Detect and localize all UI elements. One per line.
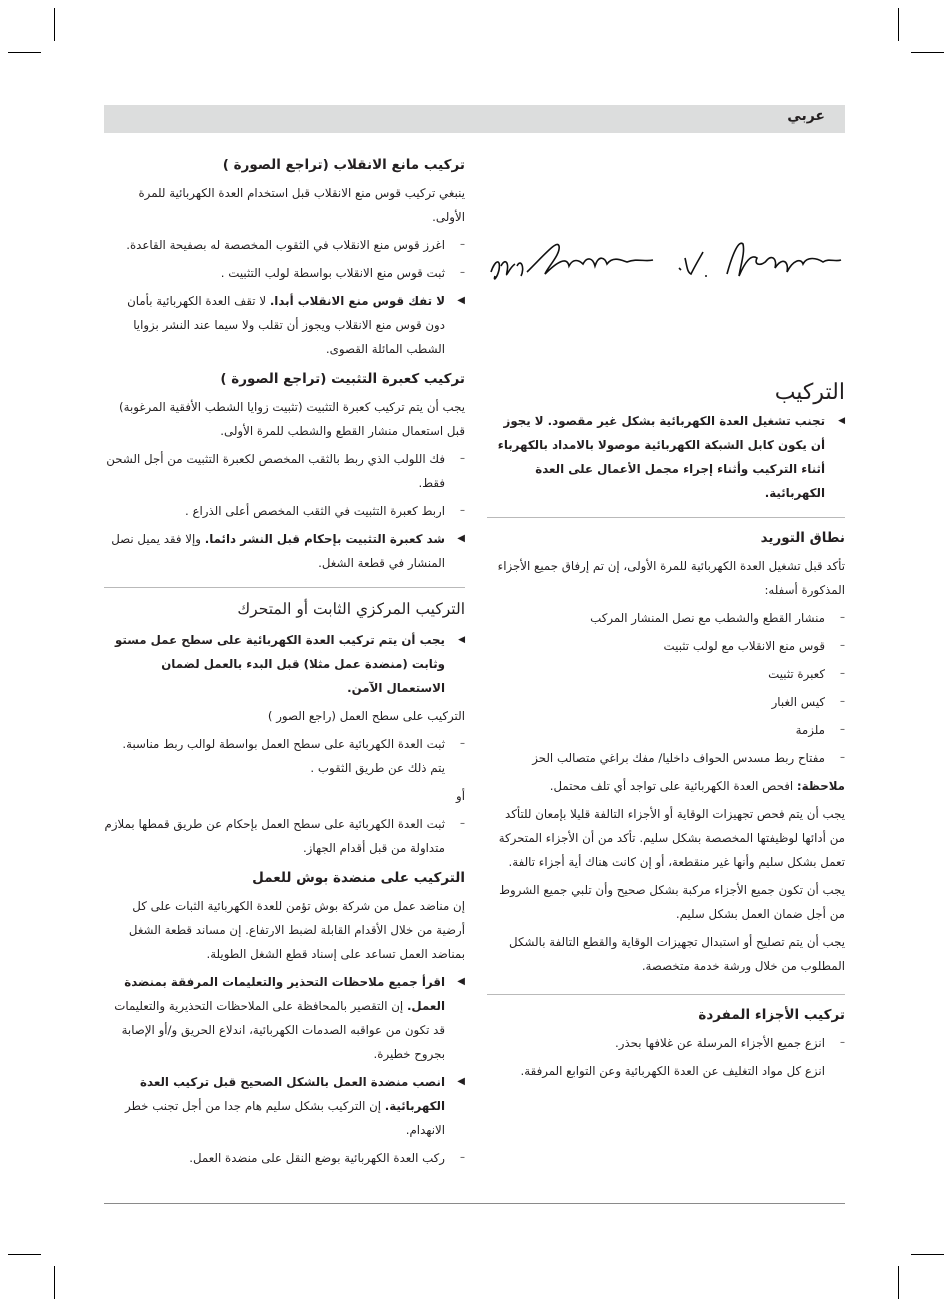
paragraph: يجب أن يتم تصليح أو استبدال تجهيزات الوقاية والقطع التالفة بالشكل المطلوب من خلال ورشة خدمة متخصصة.	[509, 935, 845, 973]
crop-mark	[898, 1266, 899, 1299]
crop-mark	[8, 52, 41, 53]
paragraph: يجب أن يتم تركيب كعبرة التثبيت (تثبيت زوايا الشطب الأفقية المرغوبة) قبل استعمال منشار القطع والشطب للمرة الأولى.	[119, 400, 465, 438]
divider	[487, 994, 845, 995]
section-title-single-parts: تركيب الأجزاء المفردة	[698, 1007, 845, 1023]
crop-mark	[911, 52, 944, 53]
warning-triangle-icon: ◀	[458, 635, 465, 645]
dash-bullet: –	[460, 239, 465, 250]
list-item: – ركب العدة الكهربائية بوضع النقل على منضدة العمل.	[104, 1146, 465, 1170]
dash-bullet: –	[460, 818, 465, 829]
list-item: – ثبت قوس منع الانقلاب بواسطة لولب التثبيت .	[104, 261, 465, 285]
warning-item: ◀ انصب منضدة العمل بالشكل الصحيح قبل تركيب العدة الكهربائية. إن التركيب بشكل سليم هام جدا من أجل تجنب خطر الانهدام.	[104, 1070, 465, 1142]
list-item: – اربط كعبرة التثبيت في الثقب المخصص أعلى الذراع .	[104, 499, 465, 523]
warning-item: ◀ لا تفك قوس منع الانقلاب أبدا. لا تقف العدة الكهربائية بأمان دون قوس منع الانقلاب ويجوز أن تقلب ولا سيما عند النشر بزوايا الشطب المائلة القصوى.	[104, 289, 465, 361]
list-item: – قوس منع الانقلاب مع لولب تثبيت	[487, 634, 845, 658]
paragraph: تأكد قبل تشغيل العدة الكهربائية للمرة الأولى، إن تم إرفاق جميع الأجزاء المذكورة أسفله:	[497, 559, 845, 597]
section-title-mounting: التركيب المركزي الثابت أو المتحرك	[237, 600, 465, 618]
warning-triangle-icon: ◀	[457, 533, 465, 544]
dash-bullet: –	[460, 453, 465, 464]
dash-bullet: –	[840, 724, 845, 735]
list-item: – فك اللولب الذي ربط بالثقب المخصص لكعبرة التثبيت من أجل الشحن فقط.	[104, 447, 465, 495]
list-item: – ثبت العدة الكهربائية على سطح العمل بإحكام عن طريق قمطها بملازم متداولة من قبل أقدام الجهاز.	[104, 812, 465, 860]
dash-bullet: –	[460, 1152, 465, 1163]
list-item: – انزع جميع الأجزاء المرسلة عن غلافها بحذر.	[487, 1031, 845, 1055]
list-item: – ثبت العدة الكهربائية على سطح العمل بواسطة لوالب ربط مناسبة. يتم ذلك عن طريق الثقوب .	[104, 732, 465, 780]
list-item: – اغرز قوس منع الانقلاب في الثقوب المخصصة له بصفيحة القاعدة.	[104, 233, 465, 257]
warning-triangle-icon: ◀	[457, 1076, 465, 1087]
list-item: – مفتاح ربط مسدس الحواف داخليا/ مفك براغي متصالب الحز	[487, 746, 845, 770]
list-item: – كعبرة تثبيت	[487, 662, 845, 686]
language-label: عربي	[787, 108, 825, 124]
list-item: – منشار القطع والشطب مع نصل المنشار المركب	[487, 606, 845, 630]
paragraph: ينبغي تركيب قوس منع الانقلاب قبل استخدام العدة الكهربائية للمرة الأولى.	[138, 186, 465, 224]
dash-bullet: –	[460, 738, 465, 749]
paragraph: يجب أن يتم فحص تجهيزات الوقاية أو الأجزاء التالفة قليلا بإمعان للتأكد من أدائها لوظيفتها المخصصة بشكل سليم. تأكد من أن الأجزاء المتحركة تعمل بشكل سليم وأنها غير منقطعة، أو إن كانت هناك أية أجزاء تالفة.	[498, 807, 845, 869]
paragraph: إن مناضد عمل من شركة بوش تؤمن للعدة الكهربائية الثبات على كل أرضية من خلال الأقدام القابلة لضبط الارتفاع. إن مساند قطعة الشغل بمناضد العمل تساعد على إسناد قطع الشغل الطويلة.	[128, 899, 465, 961]
dash-bullet: –	[460, 505, 465, 516]
bottom-rule	[104, 1203, 845, 1204]
section-title-anti-tip: تركيب مانع الانقلاب (تراجع الصورة )	[222, 157, 465, 173]
divider	[487, 517, 845, 518]
warning-triangle-icon: ◀	[457, 295, 465, 306]
list-item: – كيس الغبار	[487, 690, 845, 714]
paragraph: يجب أن تكون جميع الأجزاء مركبة بشكل صحيح وأن تلبي جميع الشروط من أجل ضمان العمل بشكل سليم.	[499, 883, 845, 921]
section-title-clamp: تركيب كعبرة التثبيت (تراجع الصورة )	[220, 371, 465, 387]
signature	[487, 232, 845, 292]
section-title-delivery: نطاق التوريد	[760, 530, 845, 546]
crop-mark	[54, 1266, 55, 1299]
dash-bullet: –	[840, 1037, 845, 1048]
warning-item: ◀ تجنب تشغيل العدة الكهربائية بشكل غير مقصود. لا يجوز أن يكون كابل الشبكة الكهربائية موصولا بالامداد بالكهرباء أثناء التركيب وأثناء إجراء مجمل الأعمال على العدة الكهربائية.	[487, 409, 845, 505]
list-item: انزع كل مواد التغليف عن العدة الكهربائية وعن التوابع المرفقة.	[520, 1064, 825, 1078]
paragraph-or: أو	[456, 789, 465, 803]
dash-bullet: –	[460, 267, 465, 278]
dash-bullet: –	[840, 668, 845, 679]
note: ملاحظة: افحص العدة الكهربائية على تواجد أي تلف محتمل.	[549, 779, 845, 793]
dash-bullet: –	[840, 640, 845, 651]
section-title-assembly: التركيب	[774, 380, 845, 405]
section-title-bosch-table: التركيب على منضدة بوش للعمل	[252, 870, 465, 886]
paragraph: التركيب على سطح العمل (راجع الصور )	[267, 709, 465, 723]
right-column	[487, 380, 845, 1087]
left-column	[104, 157, 465, 1174]
crop-mark	[911, 1254, 944, 1255]
crop-mark	[898, 8, 899, 41]
warning-triangle-icon: ◀	[457, 976, 465, 987]
crop-mark	[8, 1254, 41, 1255]
warning-item: ◀ شد كعبرة التثبيت بإحكام قبل النشر دائما. وإلا فقد يميل نصل المنشار في قطعة الشغل.	[104, 527, 465, 575]
language-header-bar	[104, 105, 845, 133]
dash-bullet: –	[840, 752, 845, 763]
list-item: – ملزمة	[487, 718, 845, 742]
divider	[104, 587, 465, 588]
warning-item: ◀ اقرأ جميع ملاحظات التحذير والتعليمات المرفقة بمنضدة العمل. إن التقصير بالمحافظة على الملاحظات التحذيرية والتعليمات قد تكون من عواقبه الصدمات الكهربائية، اندلاع الحريق و/أو الإصابة بجروح خطيرة.	[104, 970, 465, 1066]
crop-mark	[54, 8, 55, 41]
warning-triangle-icon: ◀	[838, 416, 845, 426]
dash-bullet: –	[840, 612, 845, 623]
warning-item: ◀ يجب أن يتم تركيب العدة الكهربائية على سطح عمل مستو وثابت (منضدة عمل مثلا) قبل البدء بالعمل لضمان الاستعمال الآمن.	[104, 628, 465, 700]
dash-bullet: –	[840, 696, 845, 707]
